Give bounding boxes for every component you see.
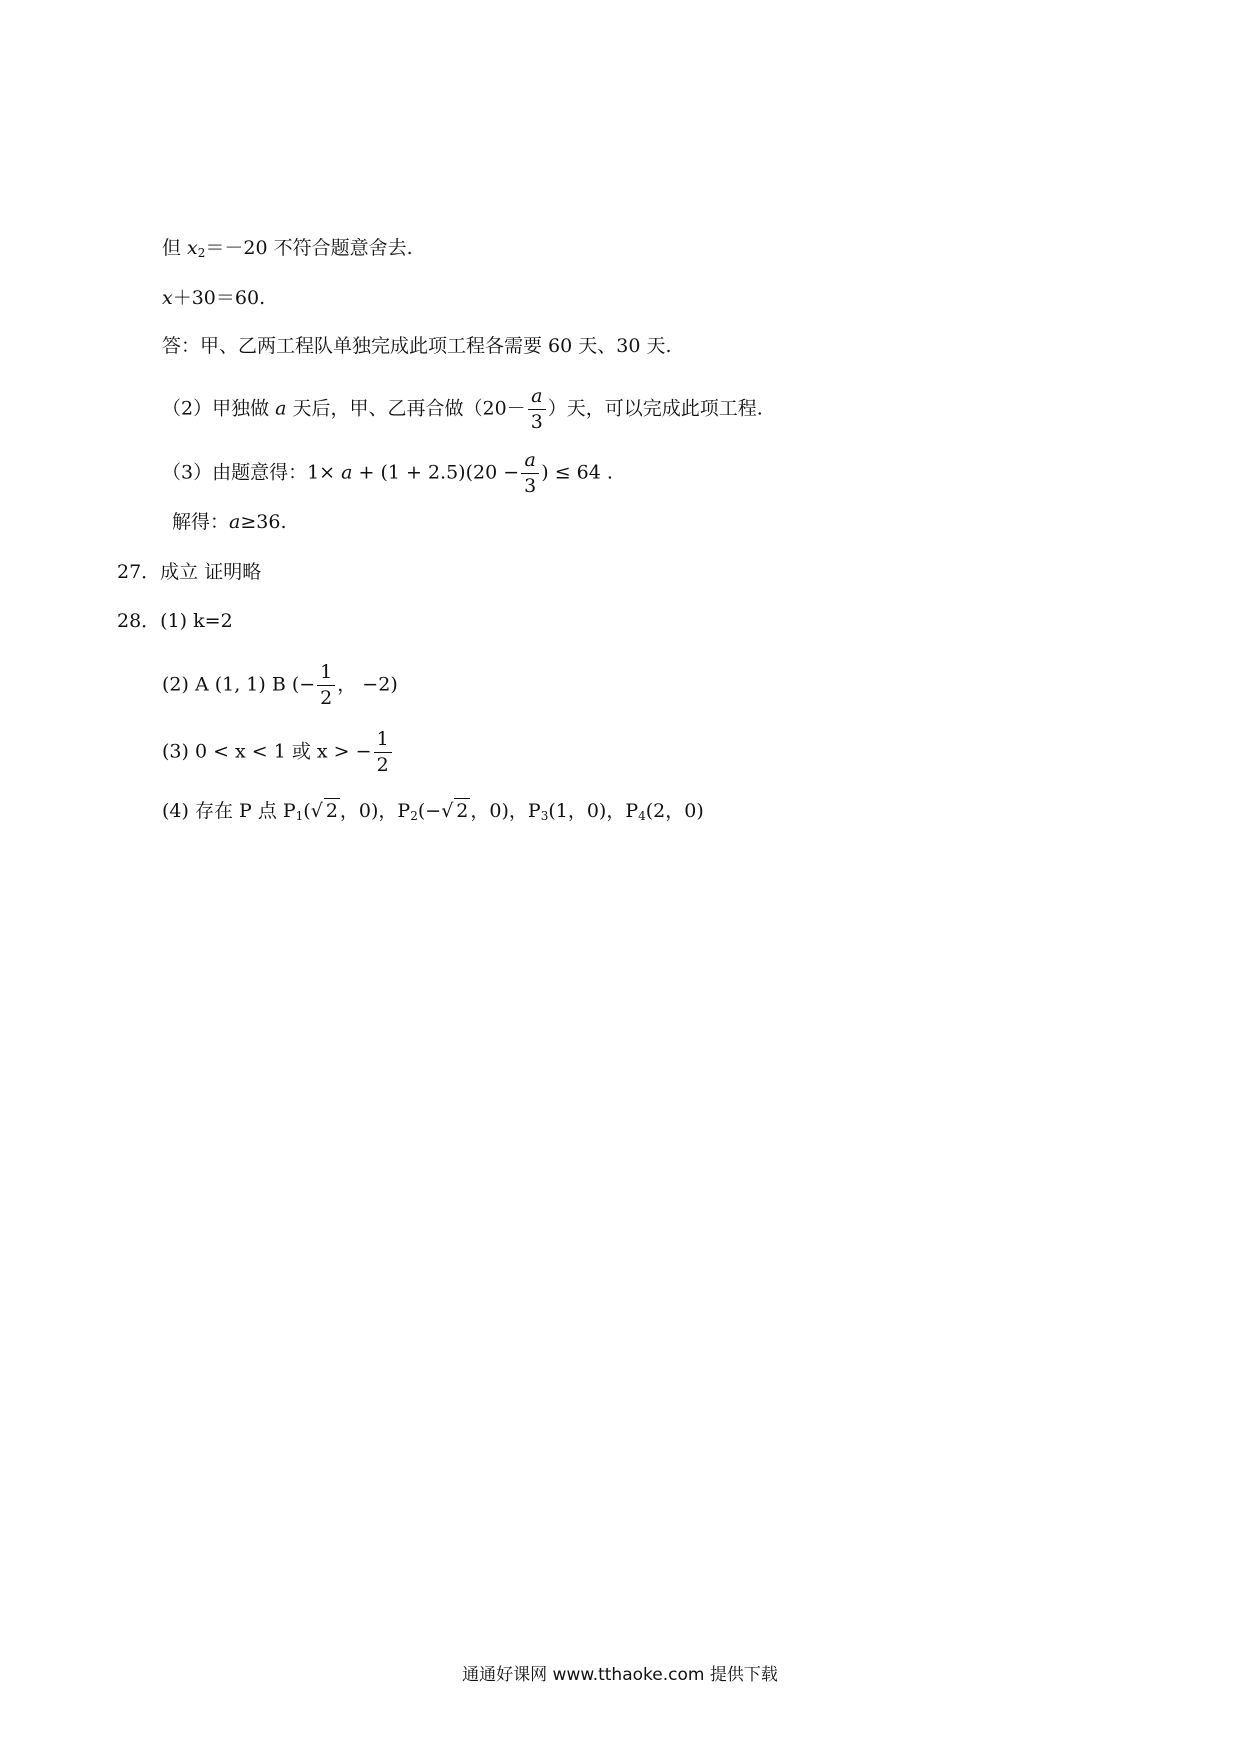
- fraction-a-over-3-inequality: $\frac{a}{3}$: [521, 451, 539, 496]
- solution-line-answer: 答：甲、乙两工程队单独完成此项工程各需要 60 天、30 天.: [162, 335, 672, 357]
- answer-28-part-3: (3) 0 < x < 1 或 x > − $\frac{1}{2}$: [162, 730, 394, 775]
- answer-28-part-1: 28．(1) k=2: [117, 610, 233, 632]
- solution-line-reject-root: 但 $x_2=-20$ 不符合题意舍去.: [162, 237, 413, 260]
- fraction-a-over-3: $\frac{a}{3}$: [528, 387, 546, 432]
- fraction-one-half: $\frac{1}{2}$: [317, 663, 335, 708]
- solution-part-3: （3）由题意得：1× a + (1 + 2.5)(20 − $\frac{a}{3}$ ) ≤ 64 .: [162, 449, 613, 497]
- solution-result: 解得：a≥36.: [172, 511, 287, 533]
- sqrt-symbol: √: [310, 800, 323, 822]
- answer-27: 27．成立 证明略: [117, 561, 262, 583]
- answer-28-part-2: (2) A (1, 1) B (− $\frac{1}{2}$ ， −2): [162, 661, 398, 709]
- page-footer: 通通好课网 www.tthaoke.com 提供下载: [462, 1665, 778, 1685]
- solution-line-equation: x＋30＝60.: [162, 287, 266, 309]
- sqrt-symbol: √: [441, 800, 454, 822]
- answer-28-part-4: (4) 存在 P 点 $P_1(√$ 2 ，0)，$P_2(-√$ 2 ，0)，$P_3(1$，0)，$P_4(2$，0): [162, 800, 704, 823]
- fraction-one-half-2: $\frac{1}{2}$: [374, 730, 392, 775]
- solution-part-2: （2）甲独做 a 天后，甲、乙再合做（20－ $\frac{a}{3}$ ）天，可以完成此项工程.: [162, 385, 763, 433]
